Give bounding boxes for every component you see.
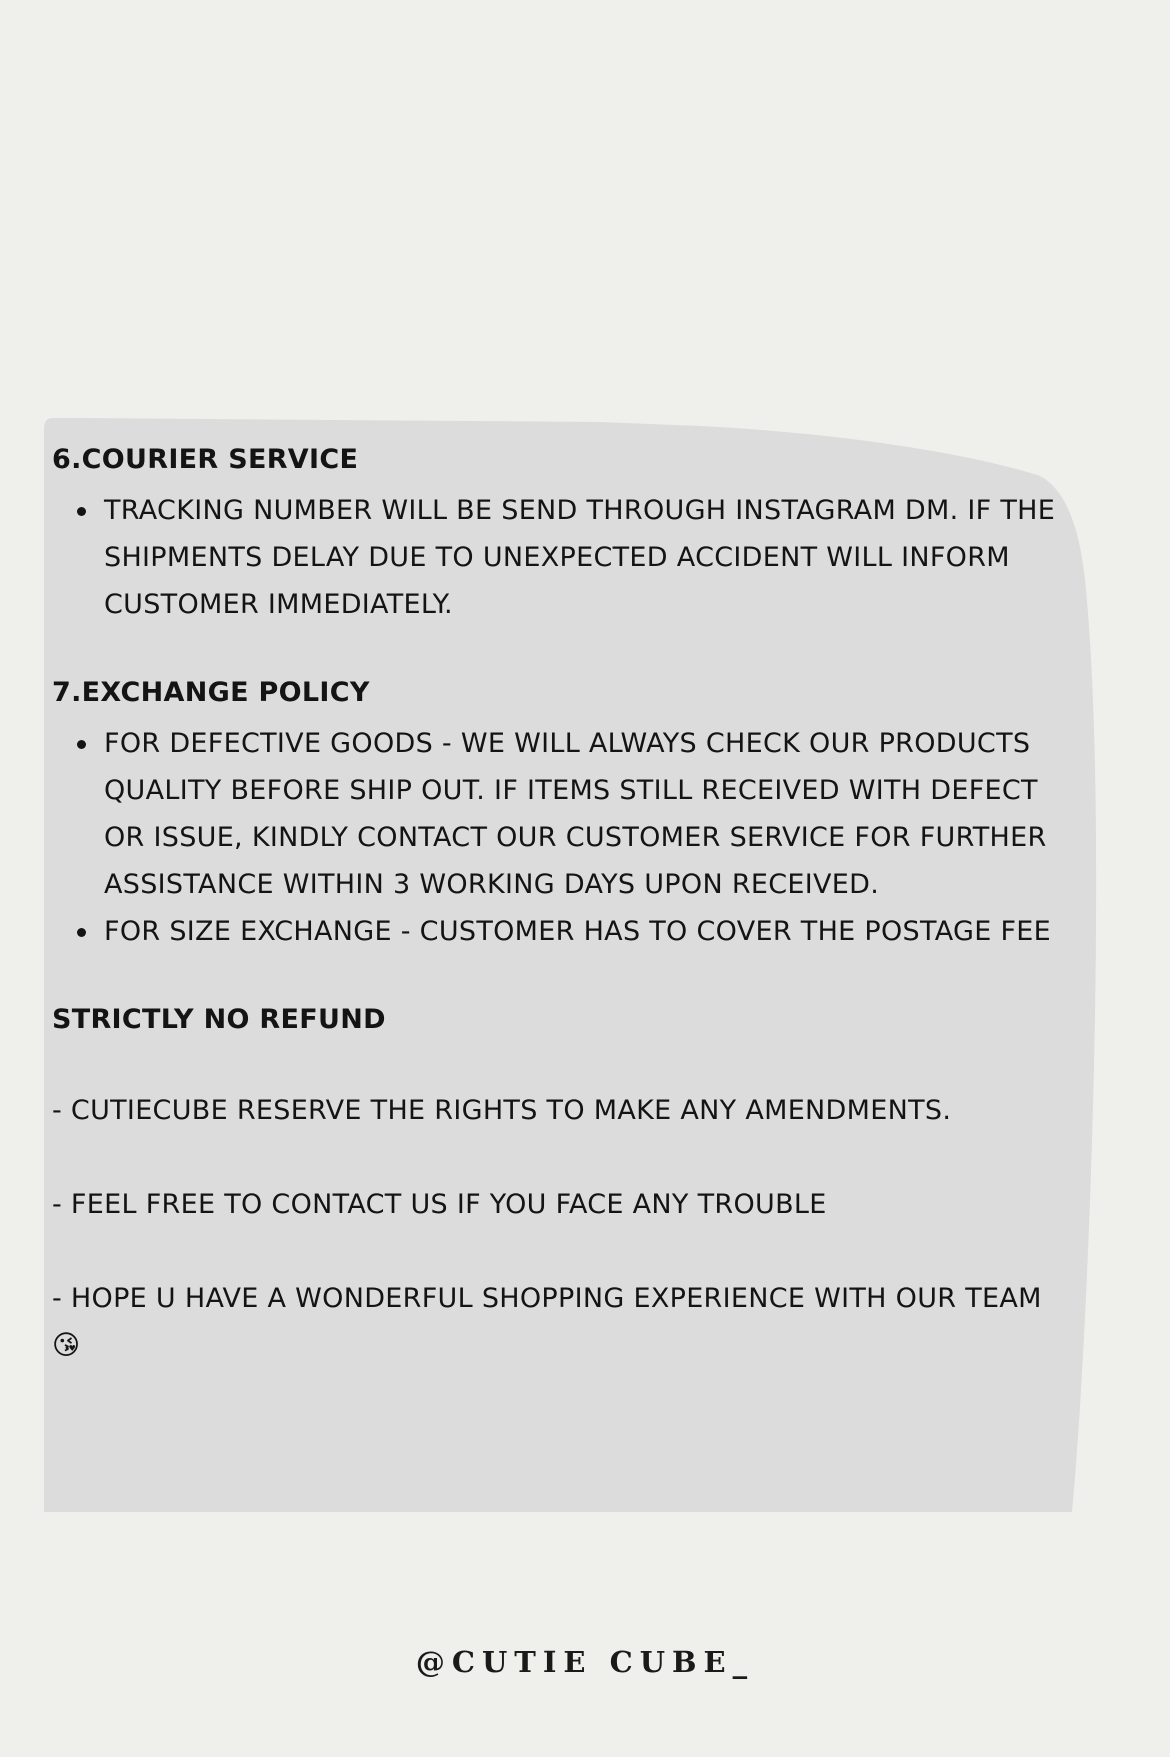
policy-content — [52, 440, 1062, 1369]
bullet-dot-icon — [77, 507, 86, 516]
bullet-dot-icon — [77, 928, 86, 937]
bullet-dot-icon — [77, 740, 86, 749]
footer-handle: @CUTIE CUBE_ — [415, 1645, 755, 1679]
note-contact: - FEEL FREE TO CONTACT US IF YOU FACE ANY TROUBLE — [52, 1189, 827, 1220]
section-courier-service — [52, 440, 1062, 628]
list-item — [52, 908, 1062, 955]
list-item — [52, 487, 1062, 628]
list-item — [52, 720, 1062, 908]
bullet-text: FOR DEFECTIVE GOODS - WE WILL ALWAYS CHECK OUR PRODUCTS QUALITY BEFORE SHIP OUT. IF ITEMS STILL RECEIVED WITH DEFECT OR ISSUE, KINDLY CONTACT OUR CUSTOMER SERVICE FOR FURTHER ASSISTANCE WITHIN 3 WORKING DAYS UPON RECEIVED. — [104, 728, 1047, 900]
bullet-text: FOR SIZE EXCHANGE - CUSTOMER HAS TO COVER THE POSTAGE FEE — [104, 916, 1052, 947]
section-exchange-policy — [52, 673, 1062, 955]
bullet-text: TRACKING NUMBER WILL BE SEND THROUGH INSTAGRAM DM. IF THE SHIPMENTS DELAY DUE TO UNEXPECTED ACCIDENT WILL INFORM CUSTOMER IMMEDIATELY. — [104, 495, 1056, 620]
no-refund-heading: STRICTLY NO REFUND — [52, 1004, 386, 1035]
exchange-heading: 7.EXCHANGE POLICY — [52, 677, 370, 708]
courier-heading: 6.COURIER SERVICE — [52, 444, 359, 475]
note-amendments: - CUTIECUBE RESERVE THE RIGHTS TO MAKE ANY AMENDMENTS. — [52, 1095, 952, 1126]
note-shopping-experience: - HOPE U HAVE A WONDERFUL SHOPPING EXPERIENCE WITH OUR TEAM😘 — [52, 1283, 1042, 1361]
